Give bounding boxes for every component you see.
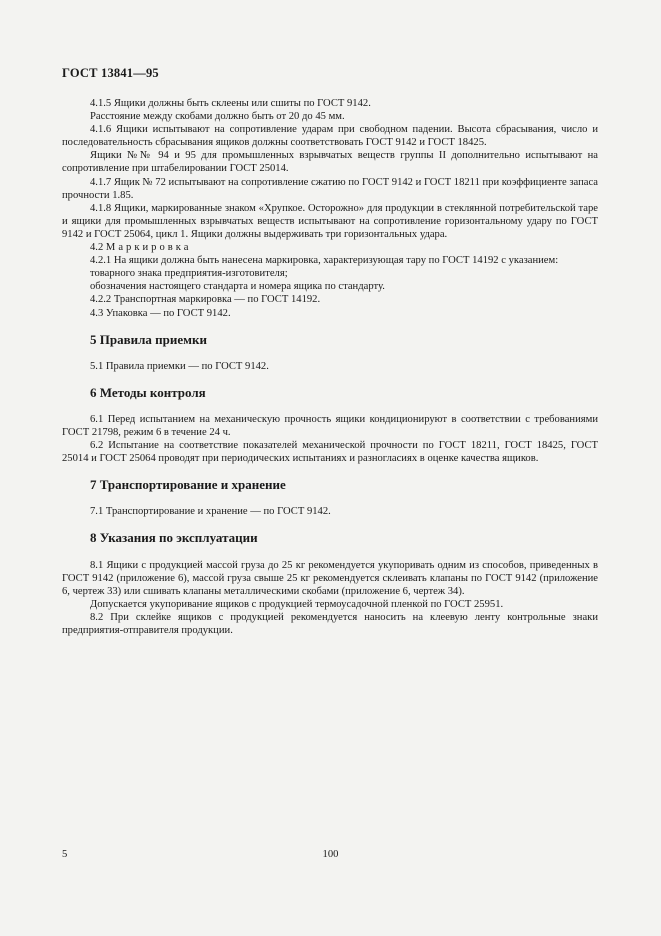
marking-number: 4.2 xyxy=(90,242,104,254)
page-number: 100 xyxy=(322,849,339,860)
paragraph-4-1-5: 4.1.5 Ящики должны быть склеены или сшиты по ГОСТ 9142. xyxy=(90,98,371,109)
marking-item: товарного знака предприятия-изготовителя; xyxy=(90,268,288,280)
footer-left-number: 5 xyxy=(62,849,68,860)
paragraph-8-2: 8.2 При склейке ящиков с продукцией рекомендуется наносить на клеевую ленту контрольные знаки предприятия-отправителя продукции. xyxy=(62,611,598,636)
paragraph-4-1-7: 4.1.7 Ящик № 72 испытывают на сопротивление сжатию по ГОСТ 9142 и ГОСТ 18211 при коэффициенте запаса прочности 1.85. xyxy=(62,176,598,201)
paragraph-4-2-1: 4.2.1 На ящики должна быть нанесена маркировка, характеризующая тару по ГОСТ 14192 с указанием: xyxy=(90,255,559,267)
paragraph-8-1: 8.1 Ящики с продукцией массой груза до 25 кг рекомендуется укупоривать одним из способов, приведенных в ГОСТ 9142 (приложение 6), массой груза свыше 25 кг рекомендуется склеивать клапаны по ГОСТ 9142 (приложение 6, чертеж 33) или сшивать клапаны металлическими скобами (приложение 6, чертеж 34). xyxy=(62,559,598,597)
section-title-7: 7 Транспортирование и хранение xyxy=(90,477,286,493)
paragraph-4-1-6: 4.1.6 Ящики испытывают на сопротивление ударам при свободном падении. Высота сбрасывания, число и последовательность сбрасывания ящиков должны соответствовать ГОСТ 9142 и ГОСТ 18425. xyxy=(62,124,598,149)
paragraph-4-1-8: 4.1.8 Ящики, маркированные знаком «Хрупкое. Осторожно» для продукции в стеклянной потребительской таре и ящики для промышленных взрывчатых веществ испытывают на сопротивление горизонтальному удару по ГОСТ 9142 и ГОСТ 25064, цикл 1. Ящики должны выдерживать три горизонтальных удара. xyxy=(62,202,598,240)
paragraph-4-3: 4.3 Упаковка — по ГОСТ 9142. xyxy=(90,307,231,319)
section-title-5: 5 Правила приемки xyxy=(90,331,207,347)
paragraph-6-1: 6.1 Перед испытанием на механическую прочность ящики кондиционируют в соответствии с требованиями ГОСТ 21798, режим 6 в течение 24 ч. xyxy=(62,413,598,438)
paragraph-staple-distance: Расстояние между скобами должно быть от 20 до 45 мм. xyxy=(90,111,345,123)
document-body xyxy=(62,97,598,637)
paragraph-4-2-2: 4.2.2 Транспортная маркировка — по ГОСТ 14192. xyxy=(90,294,321,306)
marking-heading xyxy=(62,241,598,254)
document-header: ГОСТ 13841—95 xyxy=(62,66,159,80)
paragraph-7-1: 7.1 Транспортирование и хранение — по ГОСТ 9142. xyxy=(90,506,331,518)
section-title-8: 8 Указания по эксплуатации xyxy=(90,530,258,546)
marking-item: обозначения настоящего стандарта и номера ящика по стандарту. xyxy=(90,281,385,293)
paragraph-boxes-94-95: Ящики №№ 94 и 95 для промышленных взрывчатых веществ группы II дополнительно испытывают на сопротивление при штабелировании ГОСТ 25014. xyxy=(62,150,598,175)
paragraph-6-2: 6.2 Испытание на соответствие показателей механической прочности по ГОСТ 18211, ГОСТ 18425, ГОСТ 25014 и ГОСТ 25064 проводят при периодических испытаниях и разногласиях в оценке качества ящиков. xyxy=(62,440,598,465)
section-title-6: 6 Методы контроля xyxy=(90,384,206,400)
paragraph-5-1: 5.1 Правила приемки — по ГОСТ 9142. xyxy=(90,360,269,372)
paragraph-shrink-film: Допускается укупоривание ящиков с продукцией термоусадочной пленкой по ГОСТ 25951. xyxy=(90,598,504,610)
marking-title: Маркировка xyxy=(105,242,192,254)
